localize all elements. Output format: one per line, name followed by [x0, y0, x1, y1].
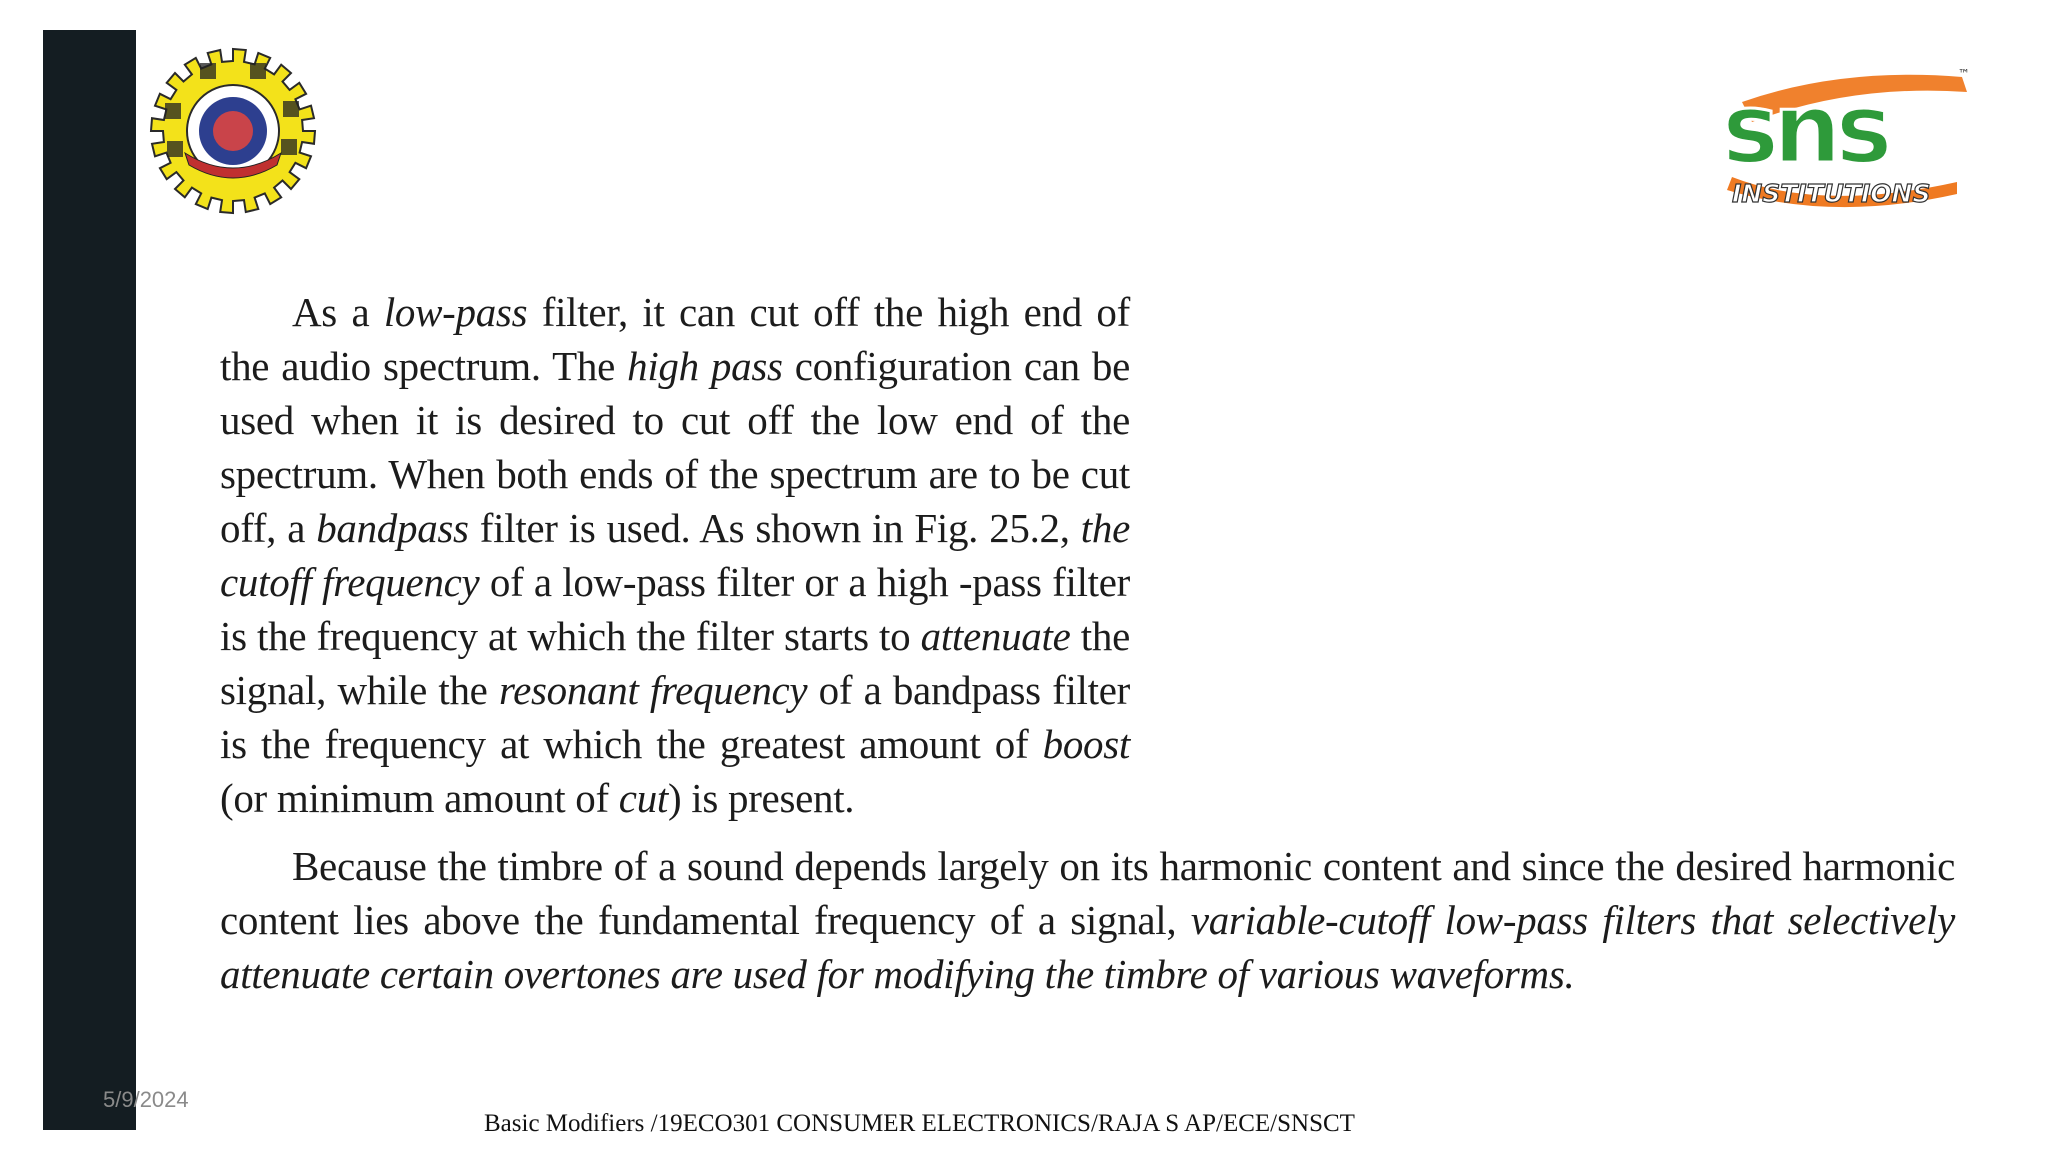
para1-run-11: resonant frequency — [498, 667, 808, 713]
svg-text:™: ™ — [1958, 67, 1970, 81]
para1-run-16: ) is present. — [668, 775, 855, 821]
college-logo-icon — [148, 46, 318, 216]
para1-run-9: attenuate — [920, 613, 1071, 659]
svg-text:INSTITUTIONS: INSTITUTIONS — [1732, 179, 1931, 208]
paragraph-filters — [220, 285, 1130, 825]
para1-run-7: the cutoff frequency — [220, 505, 1130, 605]
para1-run-1: low-pass — [383, 289, 528, 335]
para1-run-13: boost — [1042, 721, 1130, 767]
para1-run-5: bandpass — [316, 505, 469, 551]
para1-run-2: filter, it can cut off the high end of the audio spectrum. The — [220, 289, 1130, 389]
side-bar — [43, 30, 136, 1130]
paragraph-timbre — [220, 839, 1955, 1001]
para1-run-0: As a — [292, 289, 384, 335]
slide-date: 5/9/2024 — [103, 1087, 189, 1112]
para1-run-12: of a bandpass filter is the frequency at which the greatest amount of — [220, 667, 1130, 767]
slide-footer: Basic Modifiers /19ECO301 CONSUMER ELECTRONICS/RAJA S AP/ECE/SNSCT — [484, 1110, 1355, 1137]
para1-run-15: cut — [618, 775, 668, 821]
sns-institutions-logo-icon — [1712, 62, 1972, 212]
para1-run-3: high pass — [627, 343, 783, 389]
para1-run-14: (or minimum amount of — [220, 775, 619, 821]
para1-run-4: configuration can be used when it is desired to cut off the low end of the spectrum. When both ends of the spectrum are to be cut off, a — [220, 343, 1131, 551]
para2-run-0: Because the timbre of a sound depends largely on its harmonic content and since the desired harmonic content lies above the fundamental frequency of a signal, — [220, 843, 1955, 943]
para2-run-1: variable-cutoff low-pass filters that selectively attenuate certain overtones are used for modifying the timbre of various waveforms. — [220, 897, 1955, 997]
para1-run-8: of a low-pass filter or a high -pass filter is the frequency at which the filter starts to — [220, 559, 1131, 659]
svg-text:sns: sns — [1722, 73, 1887, 185]
para1-run-6: filter is used. As shown in Fig. 25.2, — [468, 505, 1081, 551]
para1-run-10: the signal, while the — [220, 613, 1130, 713]
